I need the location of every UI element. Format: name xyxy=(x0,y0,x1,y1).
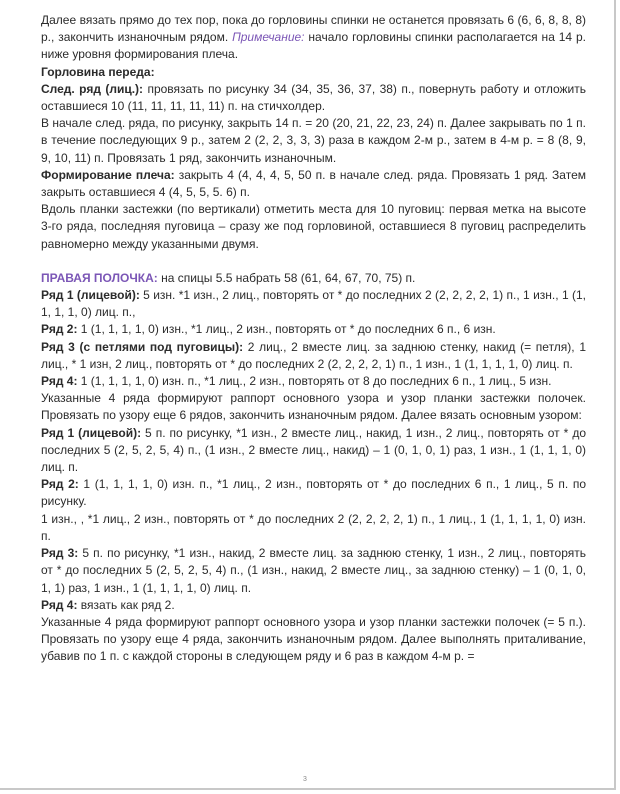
text-run: Далее вязать прямо до тех пор, пока до горловины спинки не останется провязать 6 (6, 6, 8, 8, 8) р., закончить изнаночным рядом. xyxy=(41,13,586,45)
text-run: 1 (1, 1, 1, 1, 0) изн. п., *1 лиц., 2 изн., повторять от 8 до последних 6 п., 1 лиц., 5 изн. xyxy=(77,374,552,389)
text-run: 1 (1, 1, 1, 1, 0) изн. п., *1 лиц., 2 изн., повторять от * до последних 6 п., 1 лиц., 5 п. по рисунку. xyxy=(41,477,586,509)
paragraph xyxy=(41,321,586,338)
text-run: Вдоль планки застежки (по вертикали) отметить места для 10 пуговиц: первая метка на высоте 3-го ряда, последняя пуговица – сразу же под горловиной, оставшиеся 8 пуговиц распределить равномерно между указанными двумя. xyxy=(41,202,586,251)
bold-label: Ряд 2: xyxy=(41,322,78,337)
paragraph xyxy=(41,270,586,287)
bold-label: Ряд 3 (с петлями под пуговицы): xyxy=(41,339,244,354)
text-run: начало горловины спинки располагается на 14 р. ниже уровня формирования плеча. xyxy=(41,30,586,62)
paragraph xyxy=(41,390,586,424)
bold-label: Ряд 2: xyxy=(41,477,79,492)
paragraph xyxy=(41,373,586,390)
paragraph xyxy=(41,614,586,666)
bold-label: Горловина переда: xyxy=(41,64,155,79)
paragraph xyxy=(41,511,586,545)
text-run: закрыть 4 (4, 4, 4, 5, 50 п. в начале след. ряда. Провязать 1 ряд. Затем закрыть оставшиеся 4 (4, 5, 5, 5. 6) п. xyxy=(41,167,586,200)
text-run: В начале след. ряда, по рисунку, закрыть 14 п. = 20 (20, 21, 22, 23, 24) п. Далее закрывать по 1 п. в течение последующих 9 р., затем 2 (2, 2, 3, 3, 3) раза в каждом 2-м р., затем в 4-м р. = 8 (8, 9, 9, 10, 11) п. Провязать 1 ряд, закончить изнаночным. xyxy=(41,116,586,165)
paragraph xyxy=(41,545,586,597)
paragraph xyxy=(41,167,586,201)
text-run: Указанные 4 ряда формируют раппорт основного узора и узор планки застежки полочек. Провязать по узору еще 6 рядов, закончить изнаночным рядом. Далее вязать основным узором: xyxy=(41,391,586,423)
text-run: Указанные 4 ряда формируют раппорт основного узора и узор планки застежки полочек (= 5 п.). Провязать по узору еще 4 ряда, закончить изнаночным рядом. Далее выполнять приталивание, убавив по 1 п. с каждой стороны в следующем ряду и 6 раз в каждом 4-м р. = xyxy=(41,614,586,664)
bold-label: Ряд 4: xyxy=(41,597,78,612)
paragraph xyxy=(41,425,586,477)
text-run: 5 п. по рисунку, *1 изн., накид, 2 вместе лиц. за заднюю стенку, 1 изн., 2 лиц., повторять от * до последних 5 (2, 5, 2, 5, 4) п., (1 изн., накид, 2 вместе лиц., за заднюю стенку) – 1 (0, 1, 0, 1, 1) раз, 1 изн., 1 (1, 1, 1, 1, 0) лиц. п. xyxy=(41,546,586,595)
paragraph xyxy=(41,287,586,321)
paragraph xyxy=(41,476,586,510)
text-run: на спицы 5.5 набрать 58 (61, 64, 67, 70, 75) п. xyxy=(157,270,416,285)
text-run: вязать как ряд 2. xyxy=(77,597,175,612)
bold-label: Ряд 4: xyxy=(41,374,78,389)
text-run: 1 изн., , *1 лиц., 2 изн., повторять от * до последних 2 (2, 2, 2, 2, 1) п., 1 лиц., 1 (1, 1, 1, 1, 0) изн. п. xyxy=(41,511,586,543)
paragraph xyxy=(41,64,586,81)
bold-label: Ряд 1 (лицевой): xyxy=(41,288,140,303)
note-label: Примечание: xyxy=(232,30,305,45)
paragraph xyxy=(41,12,586,64)
paragraph xyxy=(41,201,586,253)
text-run: 2 лиц., 2 вместе лиц. за заднюю стенку, накид (= петля), 1 лиц., * 1 изн, 2 лиц., повторять от * до последних 2 (2, 2, 2, 2, 1) п., 1 изн., 1 (1, 1, 1, 1, 0) лиц. п. xyxy=(41,339,586,371)
bold-label: Ряд 3: xyxy=(41,546,79,561)
bold-label: Ряд 1 (лицевой): xyxy=(41,425,142,440)
paragraph-spacer xyxy=(41,253,586,270)
section-heading: ПРАВАЯ ПОЛОЧКА: xyxy=(41,270,158,285)
bold-label: След. ряд (лиц.): xyxy=(41,81,144,96)
text-run: провязать по рисунку 34 (34, 35, 36, 37, 38) п., повернуть работу и отложить оставшиеся 10 (11, 11, 11, 11, 11) п. на стичхолдер. xyxy=(41,81,586,114)
paragraph xyxy=(41,81,586,115)
text-run: 5 п. по рисунку, *1 изн., 2 вместе лиц., накид, 1 изн., 2 лиц., повторять от * до последних 5 (2, 5, 2, 5, 4) п., (1 изн., 2 вместе лиц., накид) – 1 (0, 1, 0, 1) раз, 1 изн., 1 (1, 1, 1, 0) лиц. п. xyxy=(41,425,586,475)
text-run: 5 изн. *1 изн., 2 лиц., повторять от * до последних 2 (2, 2, 2, 2, 1) п., 1 изн., 1 (1, 1, 1, 1, 0) лиц. п., xyxy=(41,288,586,320)
page-number: 3 xyxy=(303,776,307,783)
bold-label: Формирование плеча: xyxy=(41,167,175,182)
paragraph xyxy=(41,597,586,614)
document-body xyxy=(41,12,586,666)
text-run: 1 (1, 1, 1, 1, 0) изн., *1 лиц., 2 изн., повторять от * до последних 6 п., 6 изн. xyxy=(77,322,496,337)
paragraph xyxy=(41,115,586,167)
paragraph xyxy=(41,339,586,373)
